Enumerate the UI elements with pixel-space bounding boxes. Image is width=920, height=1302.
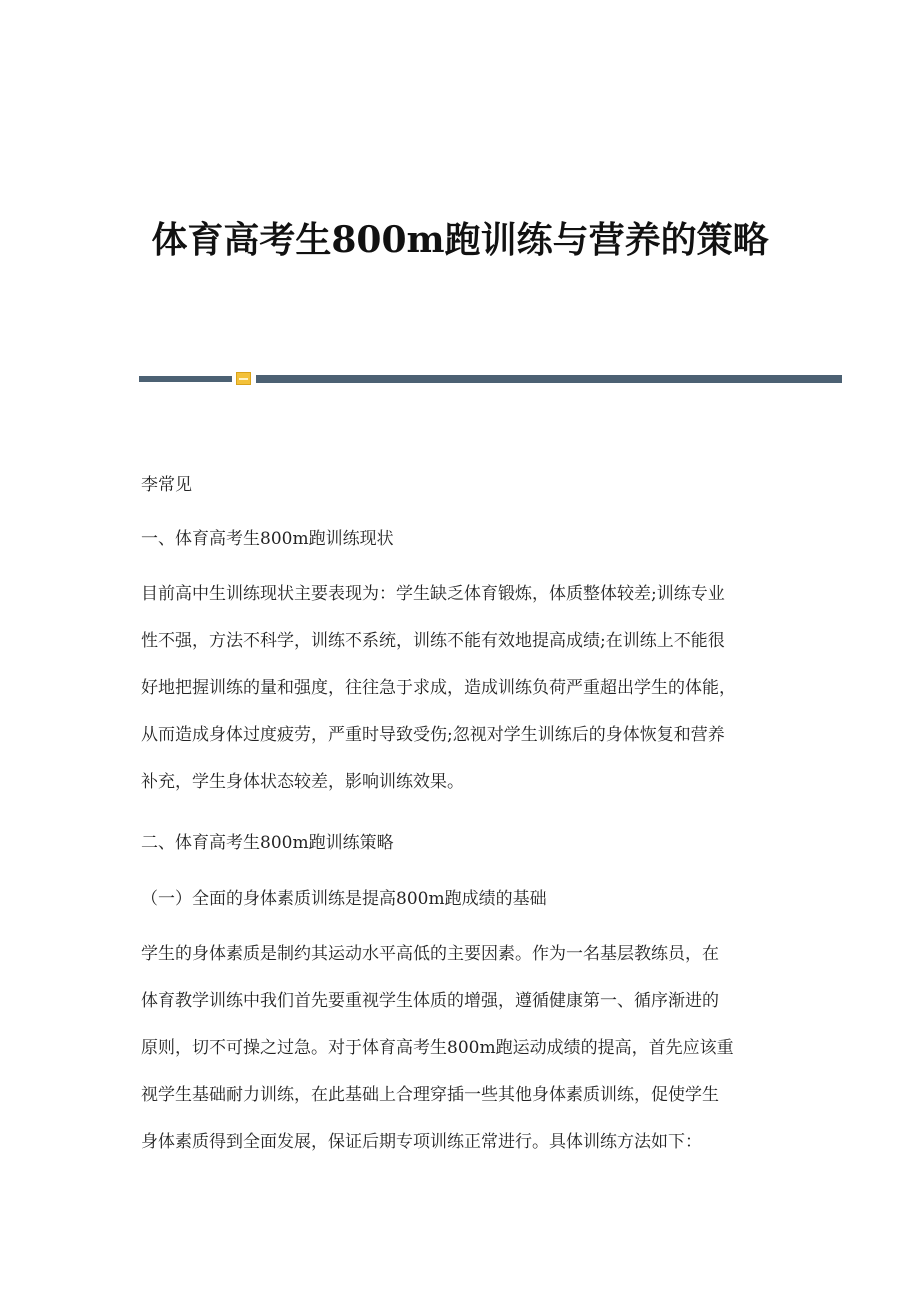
document-title: 体育高考生800m跑训练与营养的策略 — [151, 219, 769, 261]
paragraph-line: 目前高中生训练现状主要表现为：学生缺乏体育锻炼，体质整体较差;训练专业 — [141, 584, 725, 604]
author-name: 李常见 — [141, 475, 192, 495]
divider-bar-left — [139, 376, 232, 382]
paragraph-line: 补充，学生身体状态较差，影响训练效果。 — [141, 772, 464, 792]
paragraph-1 — [141, 571, 781, 806]
divider-bar-right — [256, 375, 842, 383]
paragraph-line: 原则，切不可操之过急。对于体育高考生800m跑运动成绩的提高，首先应该重 — [141, 1038, 734, 1058]
paragraph-line: 性不强，方法不科学，训练不系统，训练不能有效地提高成绩;在训练上不能很 — [141, 631, 725, 651]
subsection-heading-1: （一）全面的身体素质训练是提高800m跑成绩的基础 — [141, 889, 547, 909]
section-heading-1: 一、体育高考生800m跑训练现状 — [141, 529, 394, 549]
paragraph-line: 身体素质得到全面发展，保证后期专项训练正常进行。具体训练方法如下： — [141, 1132, 702, 1152]
paragraph-line: 视学生基础耐力训练，在此基础上合理穿插一些其他身体素质训练，促使学生 — [141, 1085, 719, 1105]
paragraph-line: 从而造成身体过度疲劳，严重时导致受伤;忽视对学生训练后的身体恢复和营养 — [141, 725, 725, 745]
paragraph-2 — [141, 931, 781, 1166]
paragraph-line: 体育教学训练中我们首先要重视学生体质的增强，遵循健康第一、循序渐进的 — [141, 991, 719, 1011]
section-heading-2: 二、体育高考生800m跑训练策略 — [141, 833, 394, 853]
divider-ornament-icon — [236, 372, 251, 385]
paragraph-line: 学生的身体素质是制约其运动水平高低的主要因素。作为一名基层教练员，在 — [141, 944, 719, 964]
paragraph-line: 好地把握训练的量和强度，往往急于求成，造成训练负荷严重超出学生的体能， — [141, 678, 736, 698]
